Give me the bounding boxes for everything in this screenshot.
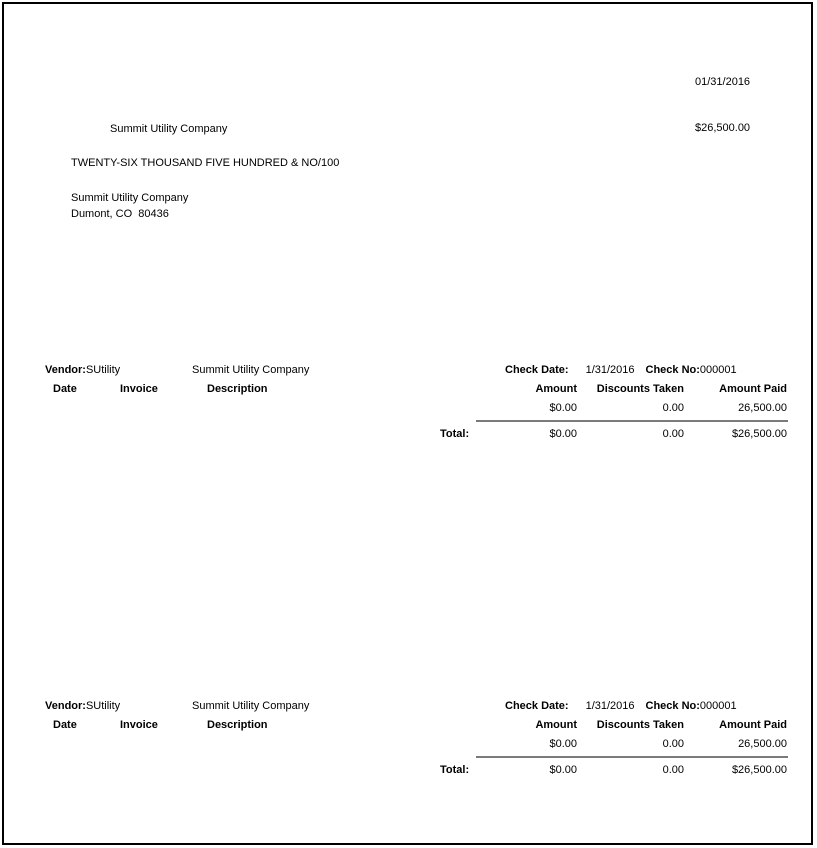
row-discounts-value: 0.00 <box>662 738 684 750</box>
check-date: 01/31/2016 <box>695 76 751 88</box>
remittance-stub-top <box>0 364 817 448</box>
total-divider-line <box>476 756 788 758</box>
col-header-amount: Amount <box>535 719 577 731</box>
total-discounts-value: 0.00 <box>662 764 684 776</box>
col-header-amount: Amount <box>535 383 577 395</box>
check-info-line <box>505 700 737 713</box>
row-amount-paid-value: 26,500.00 <box>738 402 787 414</box>
check-date-value: 1/31/2016 <box>585 364 635 376</box>
total-divider-line <box>476 420 788 422</box>
vendor-line <box>45 364 120 377</box>
col-header-discounts-taken: Discounts Taken <box>596 383 684 395</box>
col-header-invoice: Invoice <box>120 383 158 395</box>
row-amount-value: $0.00 <box>549 738 577 750</box>
vendor-label: Vendor: <box>45 700 86 712</box>
total-label: Total: <box>440 764 470 776</box>
vendor-name: Summit Utility Company <box>192 364 310 376</box>
total-amount-paid-value: $26,500.00 <box>731 428 787 440</box>
vendor-code: SUtility <box>85 364 121 376</box>
total-amount-value: $0.00 <box>549 764 577 776</box>
col-header-discounts-taken: Discounts Taken <box>596 719 684 731</box>
total-amount-value: $0.00 <box>549 428 577 440</box>
check-amount: $26,500.00 <box>695 122 751 134</box>
remittance-stub-bottom <box>0 700 817 784</box>
col-header-date: Date <box>53 383 77 395</box>
check-info-line <box>505 364 737 377</box>
check-no-value: 000001 <box>699 364 737 376</box>
row-amount-value: $0.00 <box>549 402 577 414</box>
payee-name: Summit Utility Company <box>110 123 228 135</box>
payee-address-line2: Dumont, CO 80436 <box>71 208 169 220</box>
check-date-value: 1/31/2016 <box>585 700 635 712</box>
total-label: Total: <box>440 428 470 440</box>
total-amount-paid-value: $26,500.00 <box>731 764 787 776</box>
vendor-label: Vendor: <box>45 364 86 376</box>
vendor-name: Summit Utility Company <box>192 700 310 712</box>
row-amount-paid-value: 26,500.00 <box>738 738 787 750</box>
col-header-invoice: Invoice <box>120 719 158 731</box>
check-no-label: Check No: <box>645 700 700 712</box>
payee-address-line1: Summit Utility Company <box>71 192 189 204</box>
check-date-label: Check Date: <box>505 700 569 712</box>
col-header-amount-paid: Amount Paid <box>719 383 787 395</box>
vendor-line <box>45 700 120 713</box>
check-no-value: 000001 <box>699 700 737 712</box>
col-header-date: Date <box>53 719 77 731</box>
check-no-label: Check No: <box>645 364 700 376</box>
row-discounts-value: 0.00 <box>662 402 684 414</box>
vendor-code: SUtility <box>85 700 121 712</box>
amount-in-words: TWENTY-SIX THOUSAND FIVE HUNDRED & NO/100 <box>71 157 340 169</box>
col-header-amount-paid: Amount Paid <box>719 719 787 731</box>
check-date-label: Check Date: <box>505 364 569 376</box>
total-discounts-value: 0.00 <box>662 428 684 440</box>
col-header-description: Description <box>207 719 268 731</box>
col-header-description: Description <box>207 383 268 395</box>
